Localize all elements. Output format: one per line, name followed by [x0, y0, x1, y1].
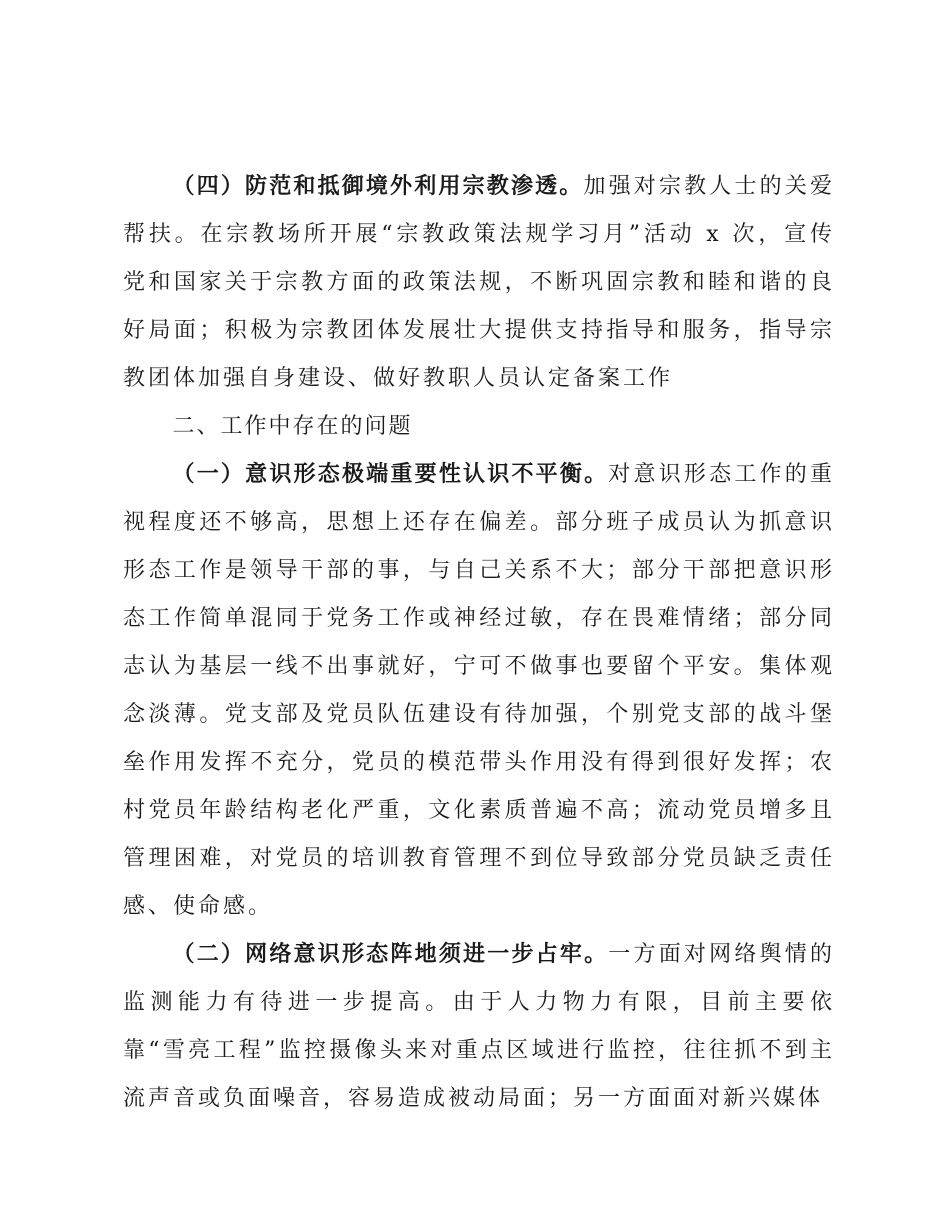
paragraph-text: 一方面对网络舆情的监测能力有待进一步提高。由于人力物力有限，目前主要依靠“雪亮工程”监控摄像头来对重点区域进行监控，往往抓不到主流声音或负面噪音，容易造成被动局面；另一方面面对新兴媒体 — [123, 942, 835, 1111]
paragraph-text: 对意识形态工作的重视程度还不够高，思想上还存在偏差。部分班子成员认为抓意识形态工作是领导干部的事，与自己关系不大；部分干部把意识形态工作简单混同于党务工作或神经过敏，存在畏难情绪；部分同志认为基层一线不出事就好，宁可不做事也要留个平安。集体观念淡薄。党支部及党员队伍建设有待加强，个别党支部的战斗堡垒作用发挥不充分，党员的模范带头作用没有得到很好发挥；农村党员年龄结构老化严重，文化素质普遍不高；流动党员增多且管理困难，对党员的培训教育管理不到位导致部分党员缺乏责任感、使命感。 — [123, 462, 835, 919]
document-body — [123, 163, 835, 1123]
paragraph-text: 加强对宗教人士的关爱帮扶。在宗教场所开展“宗教政策法规学习月”活动 x 次，宣传党和国家关于宗教方面的政策法规，不断巩固宗教和睦和谐的良好局面；积极为宗教团体发展壮大提供支持指导和服务，指导宗教团体加强自身建设、做好教职人员认定备案工作 — [123, 174, 835, 391]
paragraph-lead-1: （一）意识形态极端重要性认识不平衡。 — [172, 462, 609, 487]
paragraph-religious-infiltration — [123, 163, 835, 403]
paragraph-lead-2: （二）网络意识形态阵地须进一步占牢。 — [172, 942, 609, 967]
paragraph-lead-4: （四）防范和抵御境外利用宗教渗透。 — [172, 174, 584, 199]
section-heading-problems: 二、工作中存在的问题 — [172, 414, 413, 439]
paragraph-network-ideology — [123, 931, 835, 1123]
paragraph-ideology-awareness — [123, 451, 835, 931]
